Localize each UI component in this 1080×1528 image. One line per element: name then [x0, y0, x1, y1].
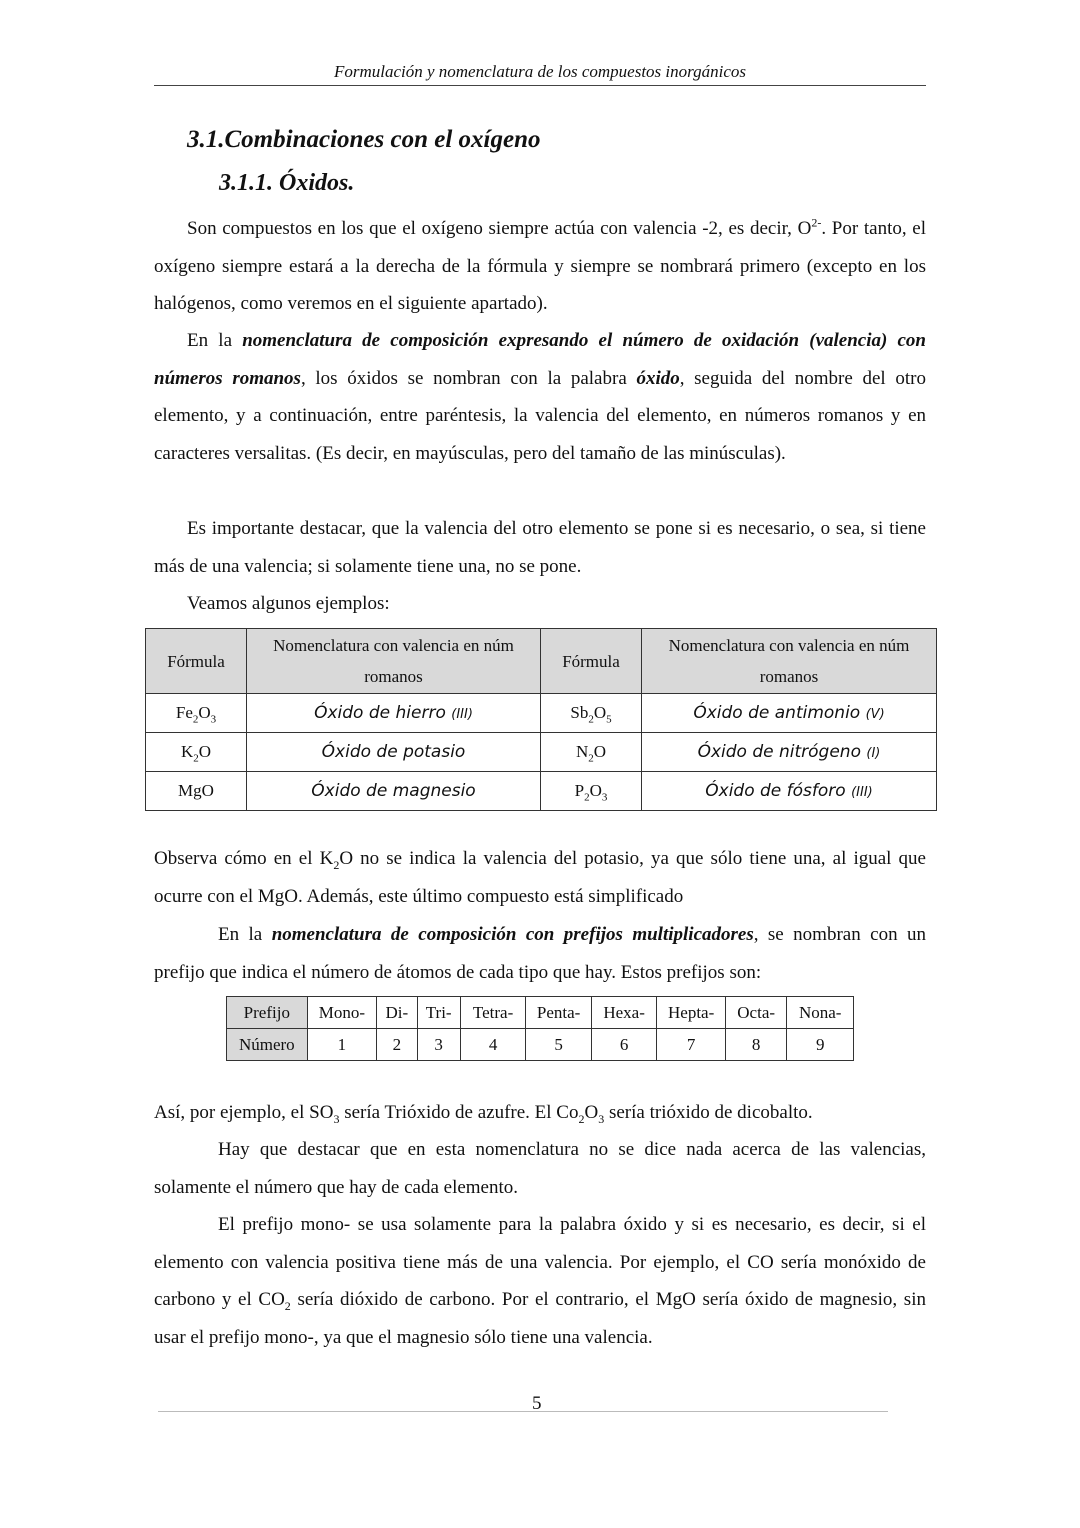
table-header-row	[146, 629, 937, 694]
prefix-cell: Octa-	[725, 997, 786, 1029]
paragraph-examples	[154, 1094, 926, 1132]
formula-cell	[146, 772, 247, 811]
paragraph-examples-intro: Veamos algunos ejemplos:	[187, 593, 390, 614]
paragraph-prefix-nomenclature	[154, 916, 926, 991]
subsection-heading: 3.1.1. Óxidos.	[219, 170, 355, 196]
name-cell	[247, 694, 541, 733]
formula-part: O	[198, 703, 211, 722]
compound-name: Óxido de magnesio	[311, 781, 476, 801]
formula-cell	[541, 694, 642, 733]
number-cell: 4	[460, 1029, 526, 1061]
text-run: O	[584, 1102, 599, 1123]
compound-name: Óxido de potasio	[321, 742, 466, 762]
formula-subscript: 3	[333, 1111, 340, 1126]
number-row	[227, 1029, 854, 1061]
formula-part: K	[180, 742, 194, 761]
number-cell: 2	[377, 1029, 417, 1061]
compound-name: Óxido de hierro	[314, 703, 446, 723]
prefix-cell: Di-	[377, 997, 417, 1029]
formula-cell	[541, 733, 642, 772]
formula-part: N	[575, 742, 589, 761]
formula-subscript: 3	[210, 713, 217, 726]
formula-subscript: 2	[588, 713, 594, 726]
text-run: sería trióxido de dicobalto.	[604, 1102, 813, 1123]
header-nomenclature: Nomenclatura con valencia en núm romanos	[642, 629, 937, 694]
formula-subscript: 2	[284, 1299, 291, 1314]
prefix-cell: Hepta-	[657, 997, 726, 1029]
paragraph-mono-prefix	[154, 1206, 926, 1357]
formula-part: O	[198, 742, 212, 761]
prefix-cell: Tetra-	[460, 997, 526, 1029]
formula-subscript: 2	[588, 752, 594, 765]
paragraph-valence-irrelevant: Hay que destacar que en esta nomenclatura no se dice nada acerca de las valencias, solamente el número que hay de cada elemento.	[154, 1139, 926, 1198]
header-nomenclature: Nomenclatura con valencia en núm romanos	[247, 629, 541, 694]
paragraph-definition	[154, 210, 926, 323]
text-run: Son compuestos en los que el oxígeno siempre actúa con valencia -2, es decir, O	[187, 218, 812, 239]
number-cell: 7	[657, 1029, 726, 1061]
compound-name: Óxido de antimonio	[693, 703, 861, 723]
text-run: , se nombran con un prefijo que indica el número de átomos de cada tipo que hay. Estos prefijos son:	[154, 924, 926, 983]
prefix-table	[226, 996, 854, 1061]
text-run: O no se indica la valencia del potasio, ya que sólo tiene una, al igual que ocurre con el MgO. Además, este último compuesto está simplificado	[154, 848, 926, 907]
term-emphasis: nomenclatura de composición con prefijos multiplicadores	[271, 924, 754, 945]
prefix-cell: Penta-	[526, 997, 592, 1029]
formula-cell	[146, 694, 247, 733]
text-run: . Por tanto, el oxígeno siempre estará a la derecha de la fórmula y siempre se nombrará primero (excepto en los halógenos, como veremos en el siguiente apartado).	[154, 218, 926, 315]
section-heading: 3.1.Combinaciones con el oxígeno	[187, 126, 541, 153]
number-cell: 5	[526, 1029, 592, 1061]
paragraph-k2o-note	[154, 840, 926, 915]
formula-part: O	[593, 742, 607, 761]
valence-label: (V)	[865, 707, 885, 722]
text-run: Así, por ejemplo, el SO	[154, 1102, 334, 1123]
text-run: El prefijo mono- se usa solamente para la palabra óxido y si es necesario, es decir, si el elemento con valencia positiva tiene más de una valencia. Por ejemplo, el CO sería monóxido de carbono y el CO	[154, 1214, 926, 1311]
footer-divider	[158, 1411, 888, 1412]
number-cell: 3	[417, 1029, 460, 1061]
text-run: En la	[218, 924, 263, 945]
number-cell: 1	[307, 1029, 377, 1061]
text-run: sería Trióxido de azufre. El Co	[339, 1102, 579, 1123]
name-cell	[642, 772, 937, 811]
prefix-cell: Mono-	[307, 997, 377, 1029]
formula-subscript: 3	[598, 1111, 605, 1126]
formula-subscript: 5	[606, 713, 612, 726]
formula-subscript: 2	[333, 857, 340, 872]
valence-label: (III)	[851, 785, 873, 800]
formula-subscript: 2	[578, 1111, 585, 1126]
formula-subscript: 3	[601, 791, 608, 804]
number-cell: 6	[591, 1029, 657, 1061]
valence-label: (III)	[451, 707, 473, 722]
text-run: Observa cómo en el K	[154, 848, 334, 869]
prefix-cell: Hexa-	[591, 997, 657, 1029]
formula-part: O	[589, 781, 602, 800]
table-row	[146, 772, 937, 811]
number-cell: 9	[787, 1029, 854, 1061]
prefix-row	[227, 997, 854, 1029]
formula-part: P	[574, 781, 585, 800]
running-header: Formulación y nomenclatura de los compuestos inorgánicos	[154, 62, 926, 86]
compound-name: Óxido de fósforo	[705, 781, 846, 801]
compound-name: Óxido de nitrógeno	[697, 742, 861, 762]
header-formula: Fórmula	[146, 629, 247, 694]
table-row	[146, 694, 937, 733]
ion-charge: 2-	[811, 215, 822, 230]
header-formula: Fórmula	[541, 629, 642, 694]
paragraph-valence-note: Es importante destacar, que la valencia del otro elemento se pone si es necesario, o sea, si tiene más de una valencia; si solamente tiene una, no se pone.	[154, 518, 926, 577]
formula-part: Sb	[570, 703, 589, 722]
text-run: En la	[187, 330, 233, 351]
paragraph-stock-nomenclature	[154, 322, 926, 473]
word-emphasis: óxido	[636, 367, 680, 389]
name-cell	[247, 733, 541, 772]
name-cell	[642, 733, 937, 772]
text-run: , los óxidos se nombran con la palabra	[300, 367, 627, 389]
number-row-label: Número	[227, 1029, 308, 1061]
text-run: , seguida del nombre del otro elemento, y a continuación, entre paréntesis, la valencia del elemento, en números romanos y en caracteres versalitas. (Es decir, en mayúsculas, pero del tamaño de las minúsculas).	[154, 367, 926, 465]
table-row	[146, 733, 937, 772]
name-cell	[247, 772, 541, 811]
term-emphasis: nomenclatura de composición expresando el número de oxidación (valencia) con números romanos	[154, 330, 927, 389]
formula-part: Fe	[175, 703, 193, 722]
number-cell: 8	[725, 1029, 786, 1061]
name-cell	[642, 694, 937, 733]
formula-cell	[541, 772, 642, 811]
formula-part: O	[593, 703, 607, 722]
formula-subscript: 2	[584, 791, 590, 804]
formula-cell	[146, 733, 247, 772]
page-number: 5	[532, 1393, 542, 1414]
oxides-table	[145, 628, 937, 811]
valence-label: (I)	[866, 746, 881, 761]
prefix-row-label: Prefijo	[227, 997, 308, 1029]
prefix-cell: Nona-	[787, 997, 854, 1029]
formula-subscript: 2	[192, 713, 199, 726]
prefix-cell: Tri-	[417, 997, 460, 1029]
formula-part: MgO	[178, 781, 214, 800]
formula-subscript: 2	[193, 752, 199, 765]
text-run: sería dióxido de carbono. Por el contrario, el MgO sería óxido de magnesio, sin usar el prefijo mono-, ya que el magnesio sólo tiene una valencia.	[154, 1289, 926, 1349]
